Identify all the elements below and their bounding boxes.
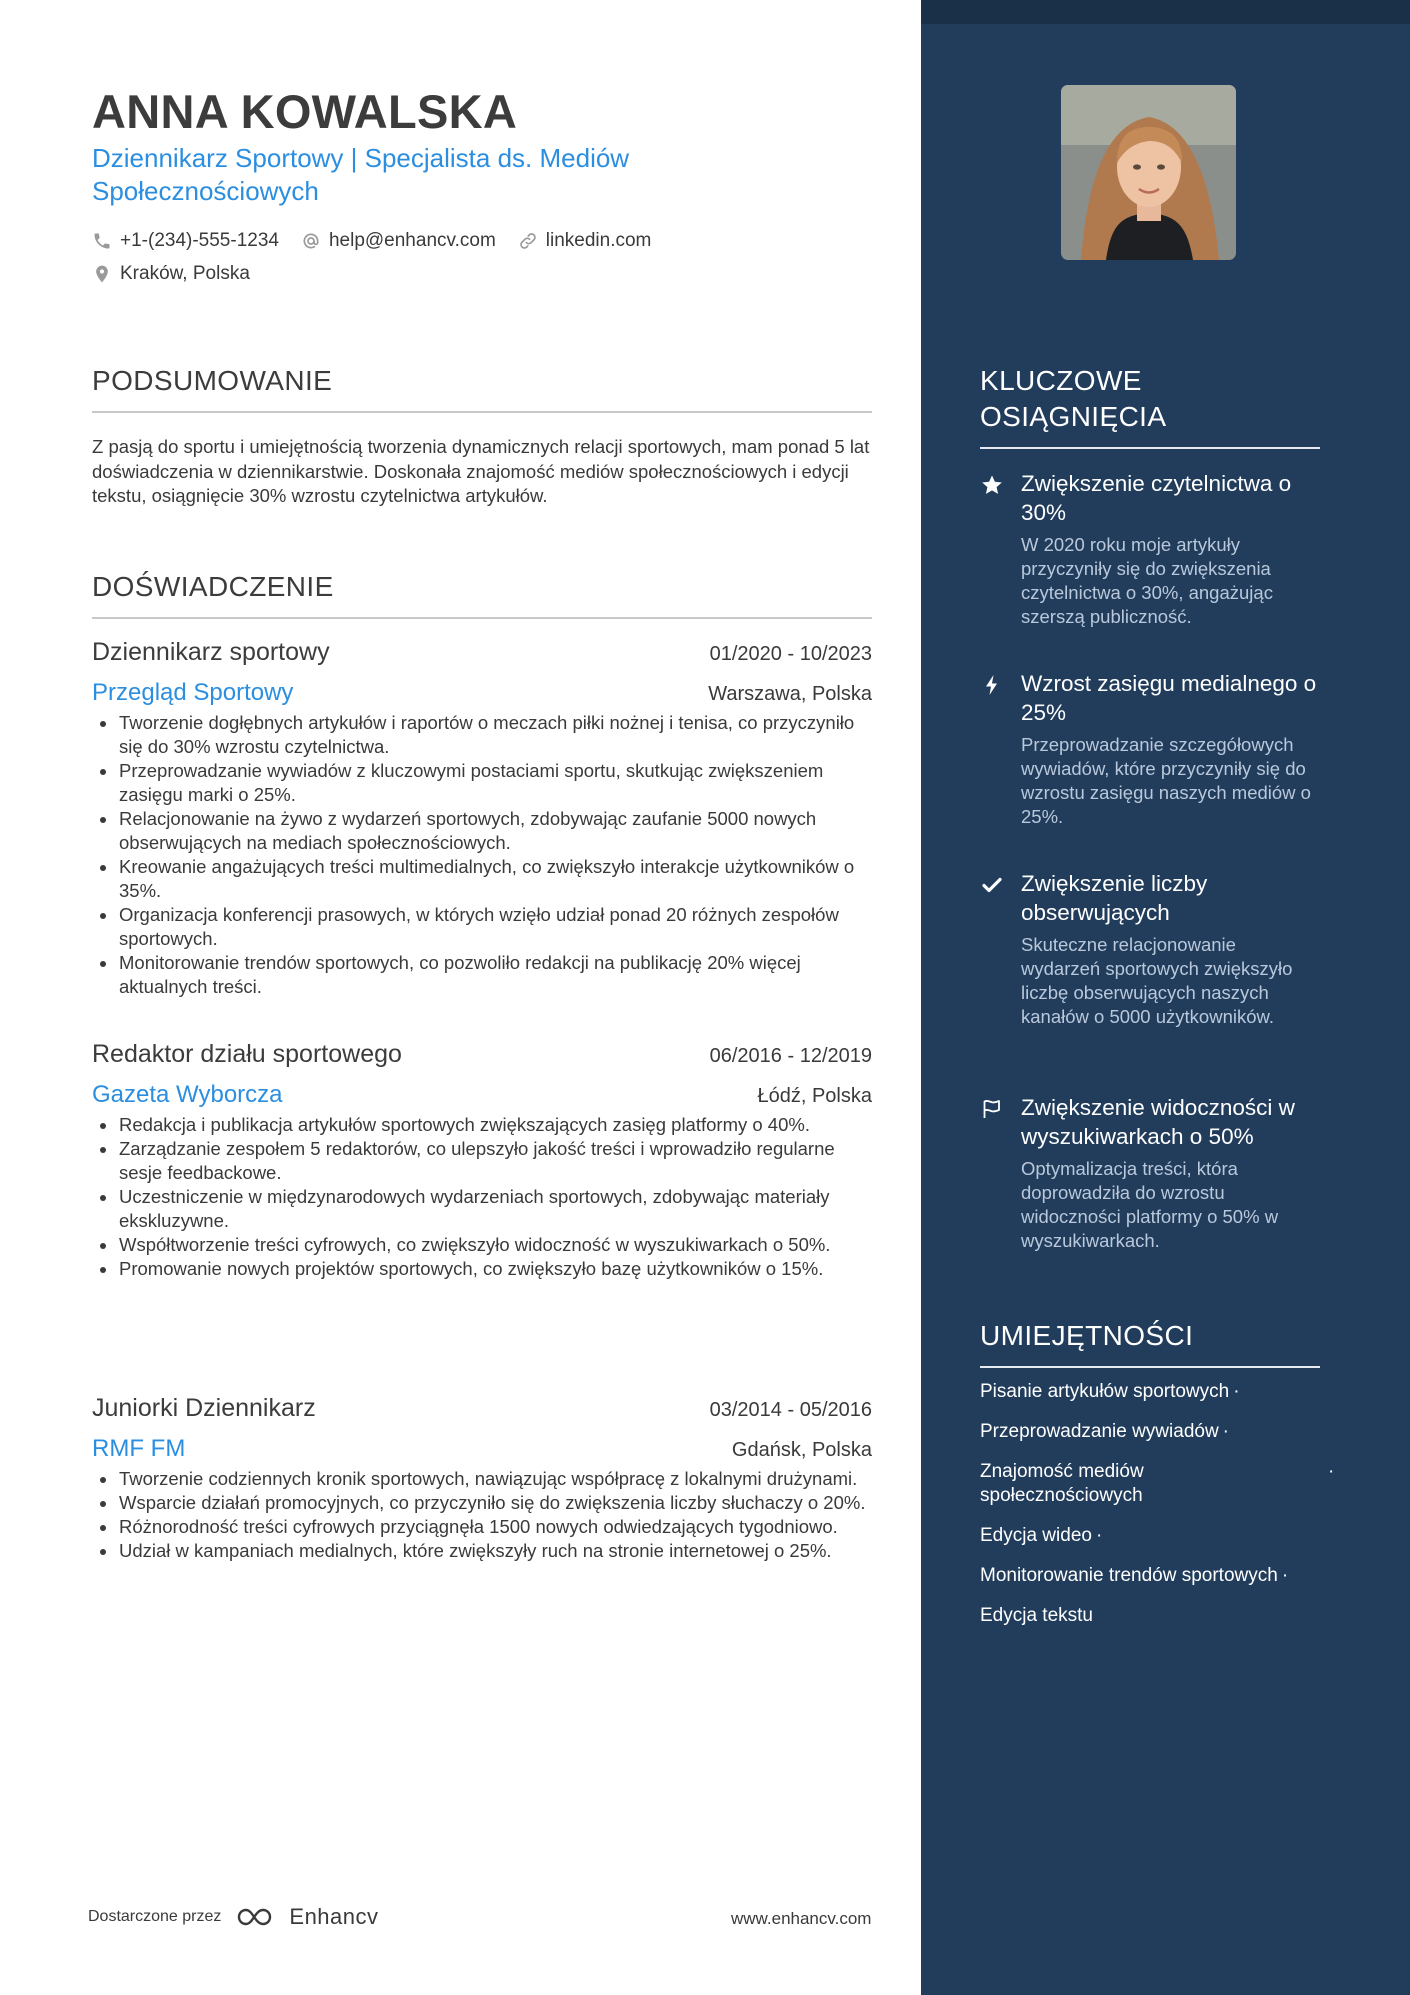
link-icon xyxy=(518,231,538,251)
enhancv-logo-icon xyxy=(233,1904,281,1930)
achievement-title: Wzrost zasięgu medialnego o 25% xyxy=(1021,671,1317,725)
achievement-title: Zwiększenie czytelnictwa o 30% xyxy=(1021,471,1292,525)
brand-name: Enhancv xyxy=(289,1904,379,1929)
achievement-item xyxy=(980,869,1320,1029)
job-bullets xyxy=(92,1113,872,1281)
contact-email[interactable] xyxy=(301,230,496,252)
skill-label: Edycja wideo xyxy=(980,1525,1092,1546)
skill-label: Edycja tekstu xyxy=(980,1605,1093,1626)
job-company: Przegląd Sportowy xyxy=(92,679,294,706)
job-bullet: Zarządzanie zespołem 5 redaktorów, co ulepszyło jakość treści i wprowadziło regularne sesje feedbackowe. xyxy=(92,1137,872,1185)
achievement-item xyxy=(980,1093,1320,1253)
footer-url[interactable]: www.enhancv.com xyxy=(731,1909,872,1928)
skill-item: Pisanie artykułów sportowych · xyxy=(980,1381,1240,1402)
skill-item xyxy=(980,1604,1320,1628)
bolt-icon xyxy=(980,673,1004,697)
job-bullet: Tworzenie codziennych kronik sportowych, nawiązując współpracę z lokalnymi drużynami. xyxy=(92,1467,872,1491)
achievement-text: Skuteczne relacjonowanie wydarzeń sportowych zwiększyło liczbę obserwujących naszych kanałów o 5000 użytkowników. xyxy=(1021,934,1293,1027)
job-bullet: Uczestniczenie w międzynarodowych wydarzeniach sportowych, zdobywając materiały ekskluzywne. xyxy=(92,1185,872,1233)
job-dates: 01/2020 - 10/2023 xyxy=(709,643,872,665)
email-text: help@enhancv.com xyxy=(328,230,496,251)
job-bullet: Redakcja i publikacja artykułów sportowych zwiększających zasięg platformy o 40%. xyxy=(92,1113,872,1137)
skill-label: Znajomość mediów społecznościowych xyxy=(980,1461,1144,1506)
achievement-title: Zwiększenie widoczności w wyszukiwarkach o 50% xyxy=(1021,1095,1295,1149)
job-bullet: Kreowanie angażujących treści multimedialnych, co zwiększyło interakcje użytkowników o 35%. xyxy=(92,855,872,903)
achievement-title: Zwiększenie liczby obserwujących xyxy=(1021,871,1208,925)
flag-icon xyxy=(980,1097,1004,1121)
experience-heading: DOŚWIADCZENIE xyxy=(92,571,872,619)
job-role: Redaktor działu sportowego xyxy=(92,1040,402,1068)
job-bullet: Relacjonowanie na żywo z wydarzeń sportowych, zdobywając zaufanie 5000 nowych obserwujących na mediach społecznościowych. xyxy=(92,807,872,855)
job-bullet: Współtworzenie treści cyfrowych, co zwiększyło widoczność w wyszukiwarkach o 50%. xyxy=(92,1233,872,1257)
skill-item: Monitorowanie trendów sportowych · xyxy=(980,1565,1289,1586)
skill-label: Przeprowadzanie wywiadów xyxy=(980,1421,1219,1442)
achievements-heading: KLUCZOWE OSIĄGNIĘCIA xyxy=(980,363,1320,449)
footer-branding xyxy=(88,1904,379,1930)
job-dates: 06/2016 - 12/2019 xyxy=(709,1045,872,1067)
achievement-item xyxy=(980,469,1320,629)
skill-item: Edycja wideo · xyxy=(980,1525,1103,1546)
check-icon xyxy=(980,873,1004,897)
skill-item: Przeprowadzanie wywiadów · xyxy=(980,1421,1229,1442)
job-bullet: Tworzenie dogłębnych artykułów i raportów o meczach piłki nożnej i tenisa, co przyczyniło się do 30% wzrostu czytelnictwa. xyxy=(92,711,872,759)
job-entry xyxy=(92,638,872,999)
job-bullets xyxy=(92,711,872,999)
skill-label: Pisanie artykułów sportowych xyxy=(980,1381,1230,1402)
contact-row xyxy=(92,230,673,252)
star-icon xyxy=(980,473,1004,497)
sidebar xyxy=(921,0,1410,1995)
job-location: Warszawa, Polska xyxy=(708,683,872,705)
at-icon xyxy=(301,231,321,251)
job-role: Juniorki Dziennikarz xyxy=(92,1394,316,1422)
contact-phone xyxy=(92,230,279,252)
skills-list xyxy=(980,1380,1335,1644)
job-company: RMF FM xyxy=(92,1435,186,1462)
job-bullet: Przeprowadzanie wywiadów z kluczowymi postaciami sportu, skutkując zwiększeniem zasięgu marki o 25%. xyxy=(92,759,872,807)
job-company: Gazeta Wyborcza xyxy=(92,1081,283,1108)
job-location: Gdańsk, Polska xyxy=(731,1439,872,1461)
job-entry xyxy=(92,1040,872,1281)
skill-item: Znajomość mediów społecznościowych · xyxy=(980,1461,1335,1506)
summary-heading: PODSUMOWANIE xyxy=(92,365,872,413)
candidate-name: ANNA KOWALSKA xyxy=(92,85,518,138)
achievement-item xyxy=(980,669,1320,829)
job-bullet: Udział w kampaniach medialnych, które zwiększyły ruch na stronie internetowej o 25%. xyxy=(92,1539,872,1563)
job-bullet: Organizacja konferencji prasowych, w których wzięło udział ponad 20 różnych zespołów sportowych. xyxy=(92,903,872,951)
job-bullet: Promowanie nowych projektów sportowych, co zwiększyło bazę użytkowników o 15%. xyxy=(92,1257,872,1281)
linkedin-text: linkedin.com xyxy=(545,230,652,251)
job-role: Dziennikarz sportowy xyxy=(92,638,330,666)
achievement-text: Przeprowadzanie szczegółowych wywiadów, które przyczyniły się do wzrostu zasięgu naszych mediów o 25%. xyxy=(1021,734,1311,827)
contact-row-location xyxy=(92,263,272,285)
job-bullet: Wsparcie działań promocyjnych, co przyczyniło się do zwiększenia liczby słuchaczy o 20%. xyxy=(92,1491,872,1515)
candidate-title: Dziennikarz Sportowy | Specjalista ds. Mediów Społecznościowych xyxy=(92,143,630,206)
job-bullets xyxy=(92,1467,872,1563)
profile-photo xyxy=(1061,85,1236,260)
skills-heading: UMIEJĘTNOŚCI xyxy=(980,1318,1320,1368)
location-text: Kraków, Polska xyxy=(120,263,250,284)
powered-by-text: Dostarczone przez xyxy=(88,1908,222,1925)
location-pin-icon xyxy=(92,264,112,284)
contact-linkedin[interactable] xyxy=(518,230,652,252)
job-bullet: Różnorodność treści cyfrowych przyciągnęła 1500 nowych odwiedzających tygodniowo. xyxy=(92,1515,872,1539)
phone-icon xyxy=(92,231,112,251)
achievement-text: W 2020 roku moje artykuły przyczyniły się do zwiększenia czytelnictwa o 30%, angażując szerszą publiczność. xyxy=(1021,534,1273,627)
achievement-text: Optymalizacja treści, która doprowadziła do wzrostu widoczności platformy o 50% w wyszukiwarkach. xyxy=(1021,1158,1279,1251)
job-dates: 03/2014 - 05/2016 xyxy=(709,1399,872,1421)
contact-location xyxy=(92,263,250,285)
skill-label: Monitorowanie trendów sportowych xyxy=(980,1565,1278,1586)
phone-text: +1-(234)-555-1234 xyxy=(120,230,279,251)
job-bullet: Monitorowanie trendów sportowych, co pozwoliło redakcji na publikację 20% więcej aktualnych treści. xyxy=(92,951,872,999)
summary-text: Z pasją do sportu i umiejętnością tworzenia dynamicznych relacji sportowych, mam ponad 5 lat doświadczenia w dziennikarstwie. Doskonała znajomość mediów społecznościowych i edycji tekstu, osiągnięcie 30% wzrostu czytelnictwa artykułów. xyxy=(92,436,870,506)
job-location: Łódź, Polska xyxy=(757,1085,872,1107)
job-entry xyxy=(92,1394,872,1563)
sidebar-top-band xyxy=(921,0,1410,24)
